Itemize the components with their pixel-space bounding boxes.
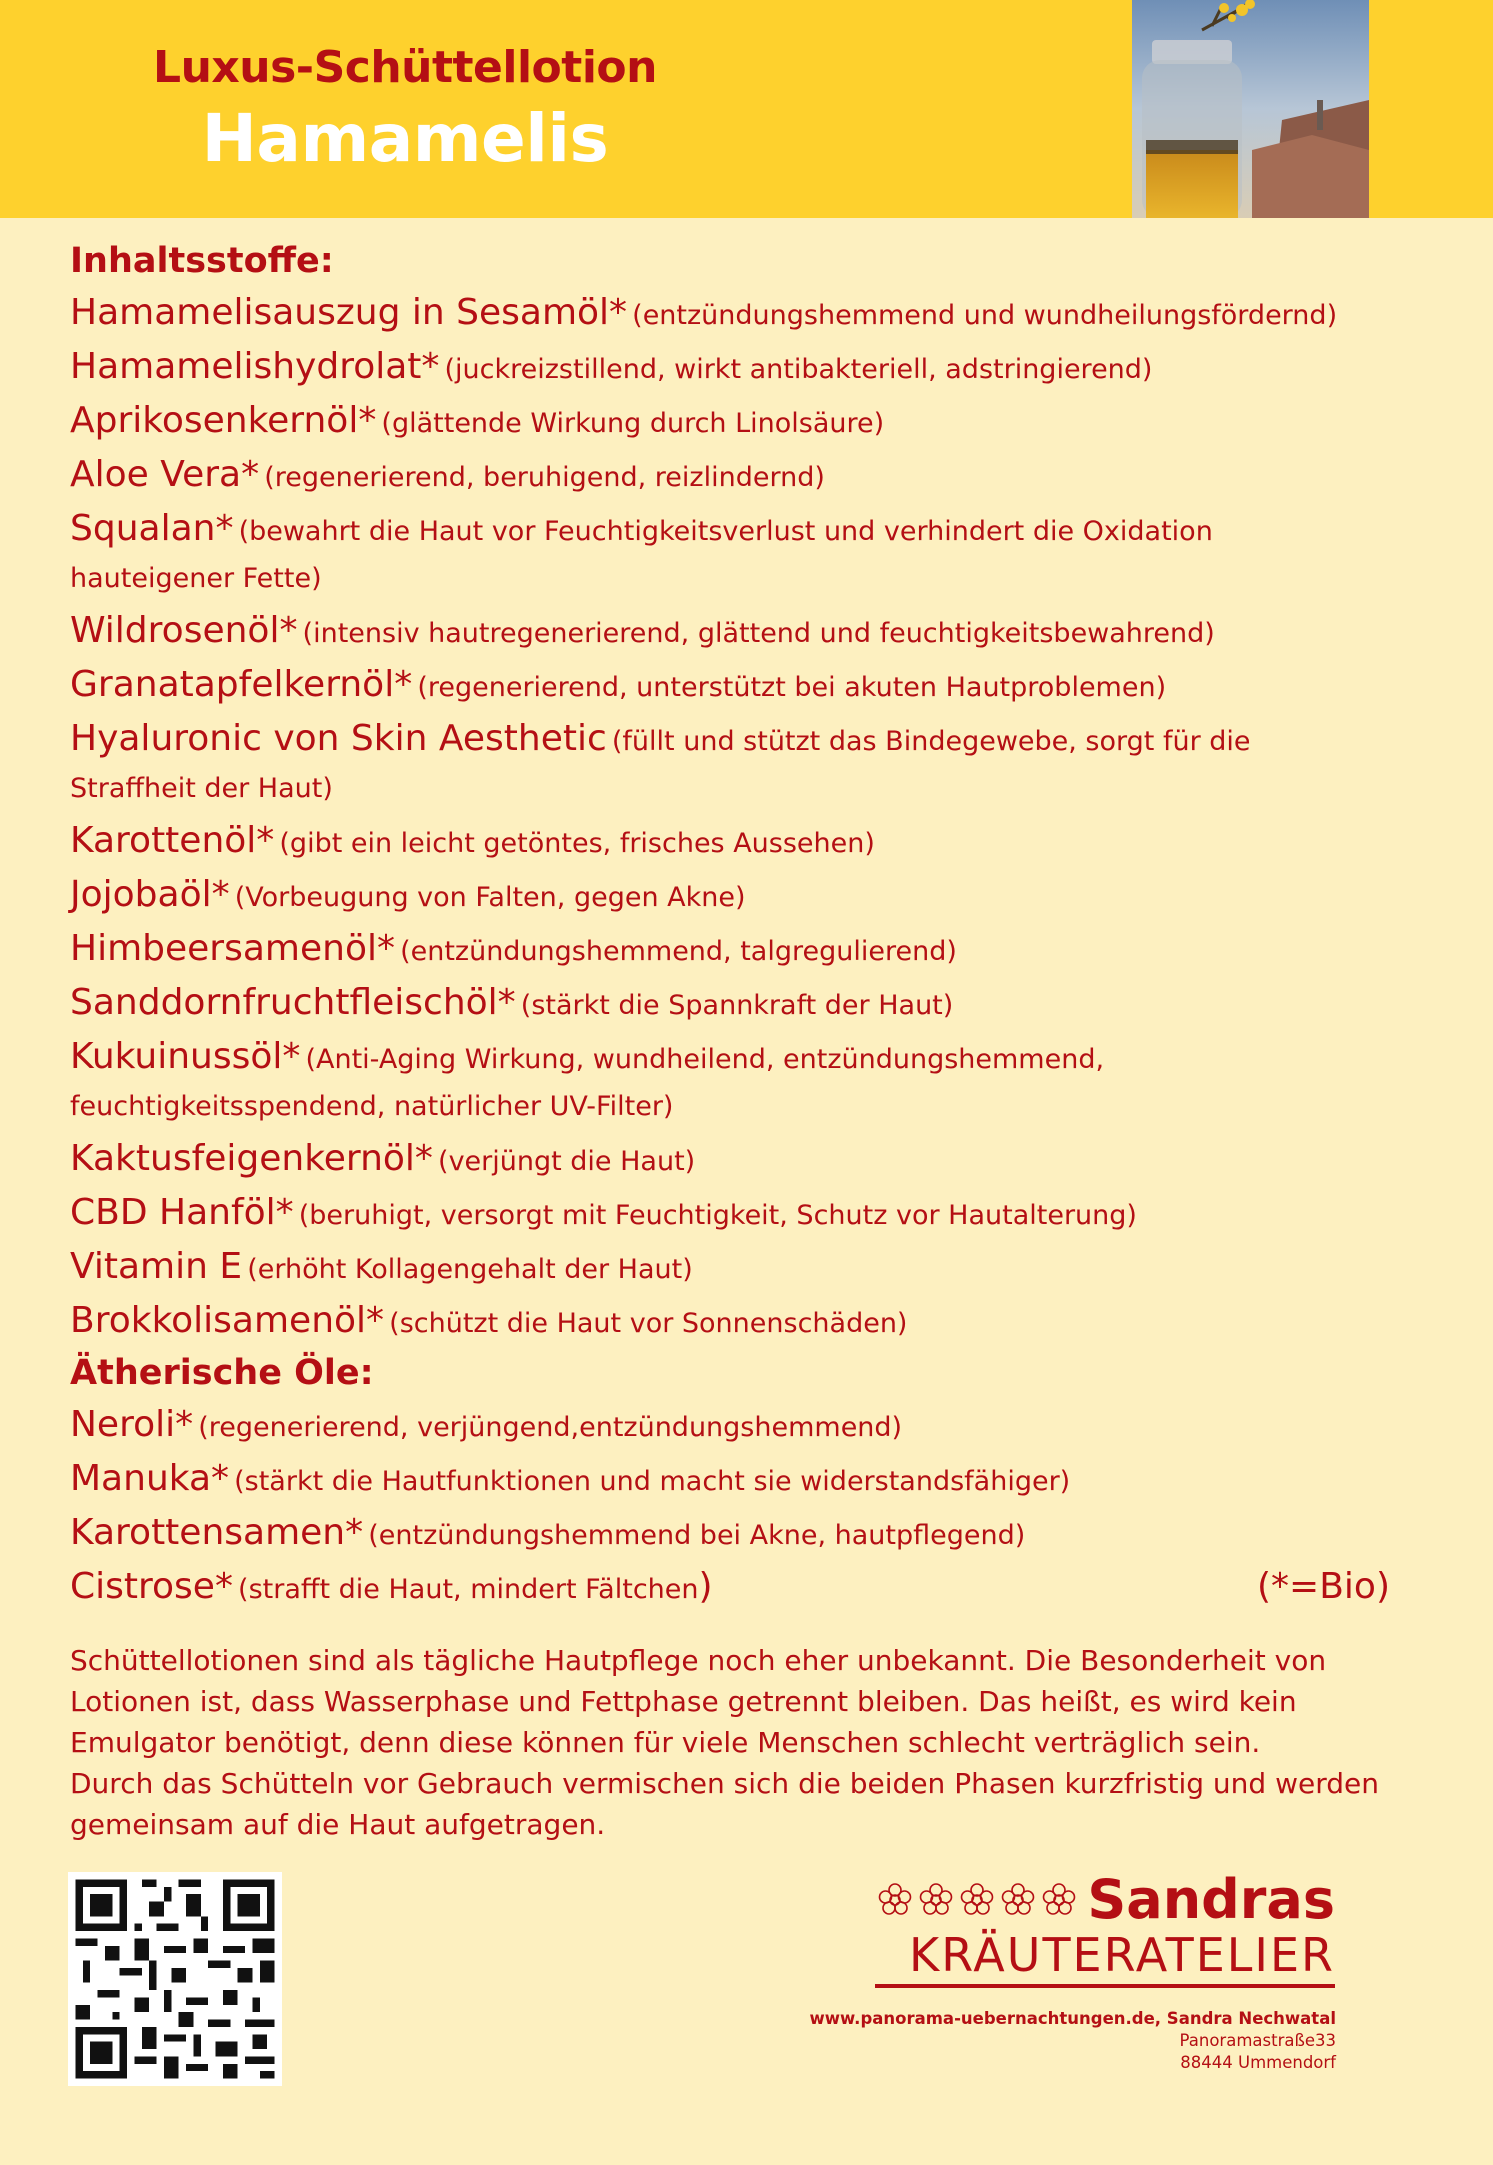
ingredient-name: Jojobaöl* bbox=[70, 874, 230, 915]
city-address: 88444 Ummendorf bbox=[1180, 2053, 1336, 2072]
ingredient-desc: (regenerierend, unterstützt bei akuten Hautproblemen) bbox=[417, 672, 1167, 703]
header-band bbox=[0, 0, 1493, 218]
oil-item bbox=[70, 1398, 1400, 1452]
product-photo bbox=[1132, 0, 1369, 218]
essential-oils-heading: Ätherische Öle: bbox=[70, 1353, 374, 1393]
street-address: Panoramastraße33 bbox=[1179, 2031, 1336, 2050]
oil-item bbox=[70, 1560, 1400, 1614]
ingredient-name: Kaktusfeigenkernöl* bbox=[70, 1138, 433, 1179]
ingredient-item bbox=[70, 340, 1400, 394]
ingredient-desc: (regenerierend, beruhigend, reizlindernd) bbox=[264, 462, 825, 493]
website-link[interactable]: www.panorama-uebernachtungen.de, Sandra Nechwatal bbox=[809, 2009, 1336, 2028]
ingredient-desc: (schützt die Haut vor Sonnenschäden) bbox=[389, 1308, 908, 1339]
ingredient-name: Himbeersamenöl* bbox=[70, 928, 395, 969]
ingredient-name: Aprikosenkernöl* bbox=[70, 400, 377, 441]
product-subtitle: Luxus-Schüttellotion bbox=[153, 42, 657, 93]
ingredient-name: Kukuinussöl* bbox=[70, 1036, 301, 1077]
ingredient-desc: (glättende Wirkung durch Linolsäure) bbox=[381, 408, 885, 439]
paragraph-line: Schüttellotionen sind als tägliche Hautpflege noch eher unbekannt. Die Besonderheit von Lotionen ist, dass Wasserphase und Fettphase getrennt bleiben. Das heißt, es wird kein Emulgator benötigt, denn diese können für viele Menschen schlecht verträglich sein. bbox=[70, 1644, 1327, 1759]
ingredient-name: Hamamelisauszug in Sesamöl* bbox=[70, 292, 628, 333]
ingredient-name: Wildrosenöl* bbox=[70, 610, 298, 651]
ingredient-desc: (gibt ein leicht getöntes, frisches Aussehen) bbox=[279, 828, 875, 859]
ingredient-desc: (verjüngt die Haut) bbox=[438, 1146, 696, 1177]
oil-item bbox=[70, 1452, 1400, 1506]
ingredient-name: Vitamin E bbox=[70, 1246, 243, 1287]
ingredient-item bbox=[70, 502, 1270, 604]
description-paragraph bbox=[70, 1640, 1380, 1845]
paragraph-line: Durch das Schütteln vor Gebrauch vermischen sich die beiden Phasen kurzfristig und werden gemeinsam auf die Haut aufgetragen. bbox=[70, 1767, 1379, 1841]
ingredient-item bbox=[70, 1030, 1220, 1132]
ingredient-name: Karottenöl* bbox=[70, 820, 275, 861]
oil-name: Manuka* bbox=[70, 1458, 230, 1499]
ingredient-desc: (erhöht Kollagengehalt der Haut) bbox=[247, 1254, 693, 1285]
ingredient-desc: (stärkt die Spannkraft der Haut) bbox=[520, 990, 954, 1021]
flower-icon bbox=[875, 1880, 1085, 1920]
ingredient-name: Squalan* bbox=[70, 508, 234, 549]
ingredient-name: Hyaluronic von Skin Aesthetic bbox=[70, 718, 607, 759]
ingredient-item bbox=[70, 658, 1400, 712]
product-title: Hamamelis bbox=[201, 100, 609, 177]
ingredient-name: CBD Hanföl* bbox=[70, 1192, 294, 1233]
ingredient-desc: (juckreizstillend, wirkt antibakteriell, adstringierend) bbox=[444, 354, 1153, 385]
ingredient-name: Aloe Vera* bbox=[70, 454, 260, 495]
ingredient-name: Hamamelishydrolat* bbox=[70, 346, 440, 387]
oil-desc: (regenerierend, verjüngend,entzündungshemmend) bbox=[198, 1412, 903, 1443]
ingredient-item bbox=[70, 448, 1400, 502]
ingredient-desc: (intensiv hautregenerierend, glättend und feuchtigkeitsbewahrend) bbox=[302, 618, 1215, 649]
ingredient-item bbox=[70, 814, 1400, 868]
oil-name: Karottensamen* bbox=[70, 1512, 364, 1553]
brand-name: Sandras bbox=[1087, 1868, 1335, 1931]
oil-name: Neroli* bbox=[70, 1404, 194, 1445]
ingredient-item bbox=[70, 604, 1400, 658]
ingredient-desc: (Vorbeugung von Falten, gegen Akne) bbox=[234, 882, 746, 913]
contact-block bbox=[810, 2008, 1337, 2074]
ingredient-item bbox=[70, 1132, 1400, 1186]
ingredient-desc: (beruhigt, versorgt mit Feuchtigkeit, Schutz vor Hautalterung) bbox=[298, 1200, 1137, 1231]
ingredient-desc: (füllt und stützt das Bindegewebe, sorgt für die Straffheit der Haut) bbox=[70, 726, 1251, 804]
ingredient-item bbox=[70, 712, 1310, 814]
ingredients-section bbox=[70, 236, 1400, 1614]
ingredient-item bbox=[70, 394, 1400, 448]
ingredient-desc: (Anti-Aging Wirkung, wundheilend, entzündungshemmend, feuchtigkeitsspendend, natürlicher UV-Filter) bbox=[70, 1044, 1105, 1122]
bio-note: (*=Bio) bbox=[1257, 1566, 1390, 1607]
ingredient-name: Granatapfelkernöl* bbox=[70, 664, 413, 705]
oil-desc: (strafft die Haut, mindert Fältchen bbox=[238, 1574, 699, 1605]
oil-desc: (entzündungshemmend bei Akne, hautpflegend) bbox=[368, 1520, 1026, 1551]
ingredients-heading: Inhaltsstoffe: bbox=[70, 241, 334, 281]
qr-code-icon bbox=[68, 1872, 282, 2086]
oil-desc: (stärkt die Hautfunktionen und macht sie widerstandsfähiger) bbox=[234, 1466, 1071, 1497]
oil-item bbox=[70, 1506, 1400, 1560]
ingredient-desc: (entzündungshemmend und wundheilungsfördernd) bbox=[632, 300, 1338, 331]
oil-name: Cistrose* bbox=[70, 1566, 233, 1607]
ingredient-name: Sanddornfruchtfleischöl* bbox=[70, 982, 516, 1023]
ingredient-item bbox=[70, 922, 1400, 976]
brand-logo bbox=[875, 1868, 1335, 1988]
ingredient-item bbox=[70, 1186, 1400, 1240]
ingredient-item bbox=[70, 286, 1400, 340]
ingredient-item bbox=[70, 1240, 1400, 1294]
oil-desc-close: ) bbox=[698, 1566, 713, 1607]
ingredient-item bbox=[70, 868, 1400, 922]
ingredient-item bbox=[70, 976, 1400, 1030]
brand-subtitle: KRÄUTERATELIER bbox=[875, 1928, 1335, 1988]
ingredient-item bbox=[70, 1294, 1400, 1348]
ingredient-desc: (bewahrt die Haut vor Feuchtigkeitsverlust und verhindert die Oxidation hauteigener Fette) bbox=[70, 516, 1213, 594]
ingredient-name: Brokkolisamenöl* bbox=[70, 1300, 385, 1341]
ingredient-desc: (entzündungshemmend, talgregulierend) bbox=[400, 936, 957, 967]
